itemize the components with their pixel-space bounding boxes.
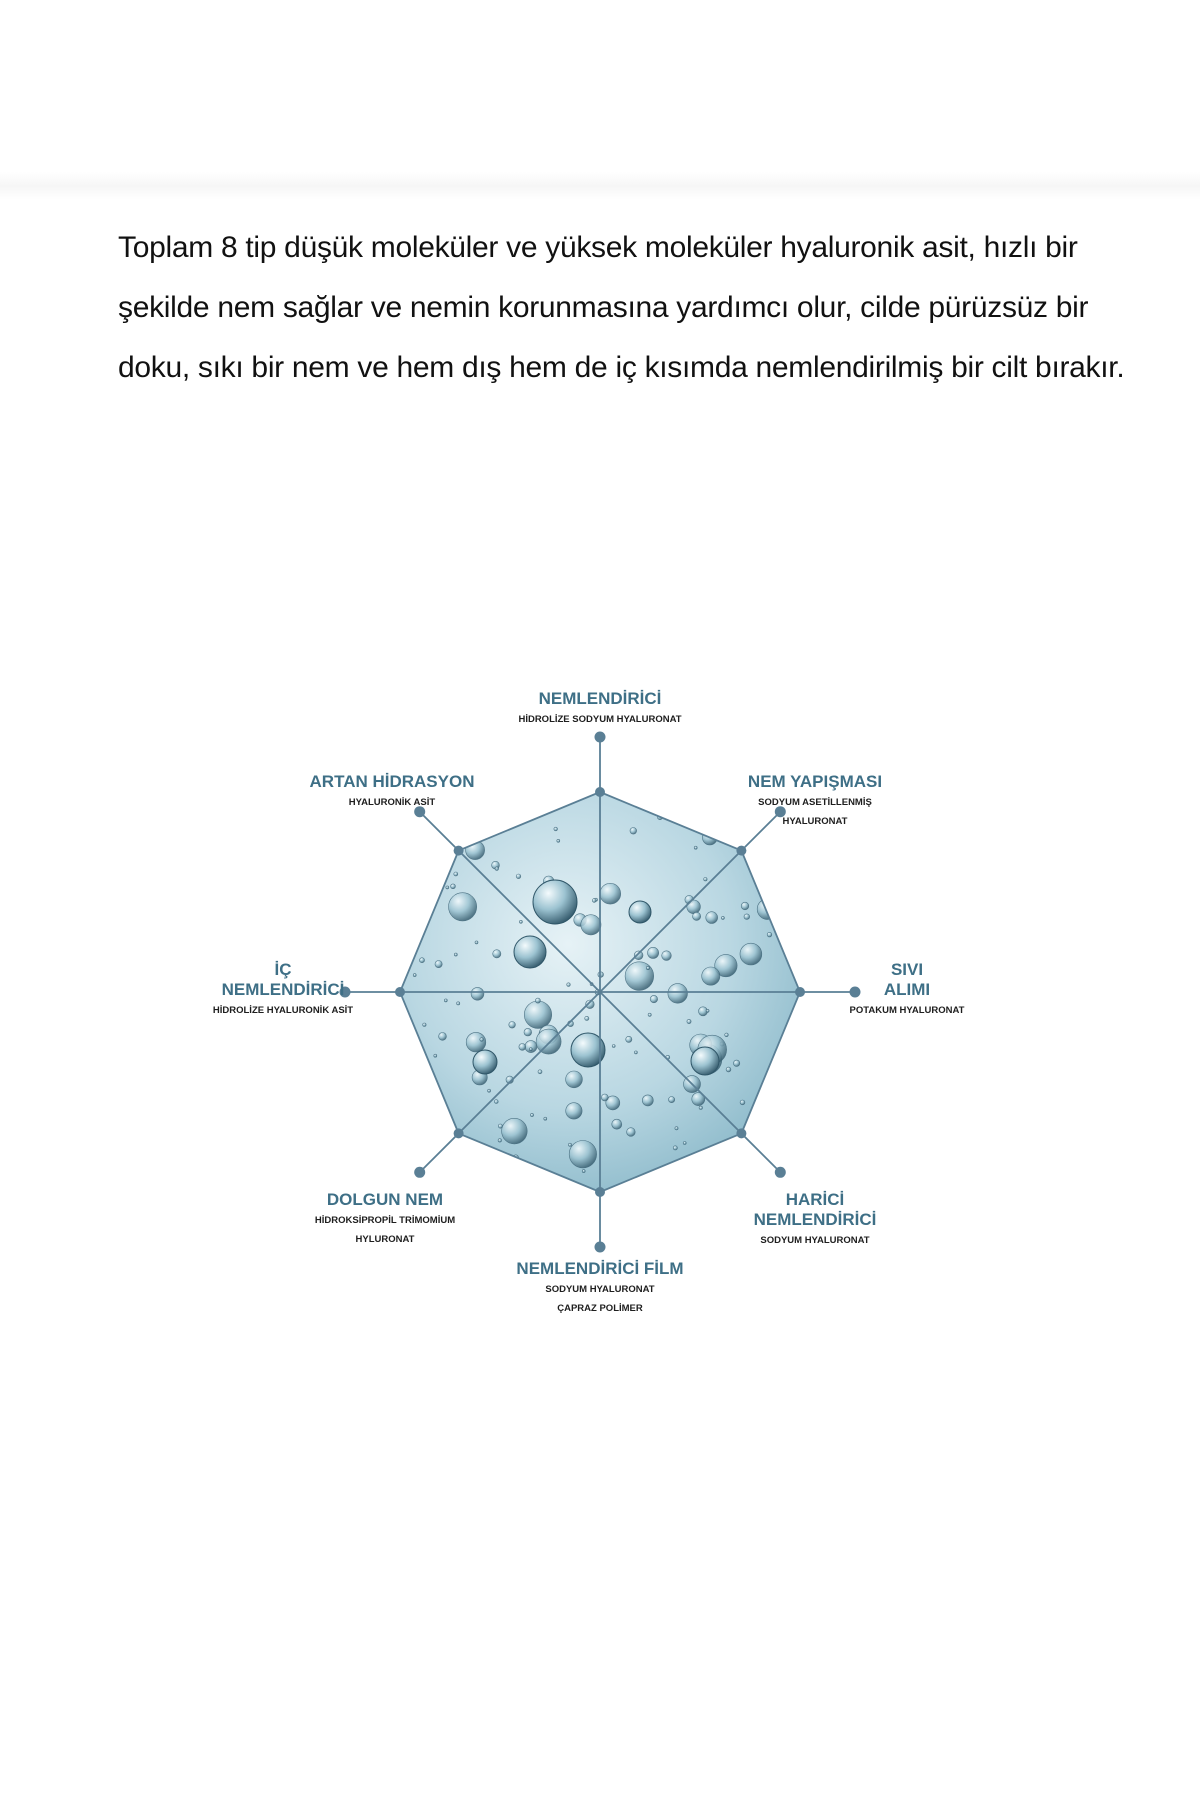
node-title: NEMLENDİRİCİ [538,689,662,708]
bubble [471,987,484,1000]
bubble [493,950,501,958]
bubble [473,1050,497,1074]
bubble [488,1089,491,1092]
bubble [650,995,657,1002]
bubble [627,1128,636,1137]
node-title: NEMLENDİRİCİ [753,1210,877,1229]
node-subtitle: HİDROLİZE HYALURONİK ASİT [212,1005,354,1016]
bubble [744,914,750,920]
bubble [498,1139,501,1142]
bubble [457,1002,460,1005]
bubble [536,1029,561,1054]
bubble [694,846,697,849]
bubble [683,1142,686,1145]
node-label-1 [518,689,681,725]
bubble [646,966,649,969]
bubble [634,1051,637,1054]
node-label-7 [213,960,353,1016]
bubble [592,899,596,903]
endpoint-dot [414,1167,425,1178]
bubble [648,1013,651,1016]
bubble [600,883,621,904]
bubble [693,912,701,920]
node-title: NEMLENDİRİCİ FİLM [516,1259,684,1278]
node-label-3 [850,960,965,1016]
bubble [451,884,456,889]
node-subtitle: HYALURONAT [782,816,848,827]
bubble [629,901,651,923]
bubble [533,880,577,924]
bubble [421,1054,424,1057]
node-subtitle: POTAKUM HYALURONAT [849,1005,965,1016]
bubble [582,1170,585,1173]
bubble [733,1060,739,1066]
node-subtitle: HYALURONİK ASİT [348,797,436,808]
bubble [662,951,672,961]
vertex-dot [395,987,405,997]
node-subtitle: SODYUM HYALURONAT [760,1235,870,1246]
bubble [502,1118,528,1144]
bubble [529,1048,532,1051]
bubble [706,912,718,924]
bubble [413,974,416,977]
bubble [544,1117,547,1120]
bubble [435,961,442,968]
node-subtitle: HİDROKSİPROPİL TRİMOMİUM [314,1215,456,1226]
bubble [648,947,659,958]
endpoint-dot [775,1167,786,1178]
bubble [466,1032,486,1052]
node-subtitle: HYLURONAT [355,1234,415,1245]
bubble [699,1106,702,1109]
vertex-dot [736,846,746,856]
bubble [630,828,637,835]
bubble [524,1028,532,1036]
bubble [420,958,425,963]
bubble [524,1001,551,1028]
bubble [568,1143,571,1146]
bubble [673,1146,677,1150]
bubble [538,1070,542,1074]
intro-paragraph: Toplam 8 tip düşük moleküler ve yüksek moleküler hyaluronik asit, hızlı bir şekilde nem sağlar ve nemin korunmasına yardımcı olur, cilde pürüzsüz bir doku, sıkı bir nem ve hem dış hem de iç kısımda nemlendirilmiş bir cilt bırakır. [118,231,1125,384]
node-title: HARİCİ [785,1190,845,1209]
bubble [535,998,540,1003]
vertex-dot [595,1187,605,1197]
bubble [757,899,778,920]
vertex-dot [736,1128,746,1138]
bubble [495,867,499,871]
bubble [519,920,522,923]
bubble [642,1095,653,1106]
node-title: ALIMI [883,980,931,999]
node-label-8 [310,772,475,808]
endpoint-dot [595,1242,606,1253]
bubble [691,1047,719,1075]
bubble [569,1141,596,1168]
bubble [726,1067,731,1072]
node-title: NEMLENDİRİCİ [221,980,345,999]
bubble [741,902,749,910]
node-label-5 [516,1259,683,1314]
bubble [554,827,558,831]
node-label-4 [754,1190,877,1246]
bubble [454,872,458,876]
bubble [516,874,521,879]
bubble [612,1045,615,1048]
bubble [704,878,707,881]
bubble [423,1023,426,1026]
bubble [601,1094,608,1101]
bubble [669,1097,675,1103]
bubble [687,1019,691,1023]
bubble [475,941,478,944]
bubble [480,1038,484,1042]
bubble [612,1119,622,1129]
bubble [675,1127,678,1130]
node-title: SIVI [890,960,924,979]
bubble [557,839,560,842]
bubble [725,1033,729,1037]
bubble [581,915,601,935]
node-title: İÇ [274,960,292,979]
bubble [514,936,546,968]
bubble [444,999,447,1002]
node-title: DOLGUN NEM [326,1190,444,1209]
bubble [625,962,654,991]
bubble [626,1036,632,1042]
bubble [567,983,571,987]
node-subtitle: SODYUM ASETİLLENMİŞ [758,797,872,808]
bubble [566,1071,583,1088]
bubble [566,1103,582,1119]
vertex-dot [454,1128,464,1138]
endpoint-dot [595,732,606,743]
bubble [454,953,457,956]
node-title: ARTAN HİDRASYON [309,772,475,791]
node-subtitle: HİDROLİZE SODYUM HYALURONAT [518,714,682,725]
bubble [668,984,688,1004]
bubble [706,1009,709,1012]
vertex-dot [795,987,805,997]
node-subtitle: SODYUM HYALURONAT [545,1284,655,1295]
bubble [702,967,720,985]
vertex-dot [595,787,605,797]
node-label-2 [748,772,882,827]
node-label-6 [315,1190,455,1245]
bubble [439,1033,447,1041]
bubble [446,886,449,889]
bubble [519,1044,526,1051]
bubble [449,893,477,921]
bubble [530,1113,533,1116]
bubble [585,1016,589,1020]
bubble [434,1054,437,1057]
endpoint-dot [850,987,861,998]
bubble [721,916,724,919]
bubble [494,1100,498,1104]
bubble [740,1100,745,1105]
bubble [740,943,762,965]
node-subtitle: ÇAPRAZ POLİMER [557,1303,643,1314]
node-title: NEM YAPIŞMASI [747,772,883,791]
vertex-dot [454,846,464,856]
bubble [767,932,772,937]
bubble [509,1022,516,1029]
